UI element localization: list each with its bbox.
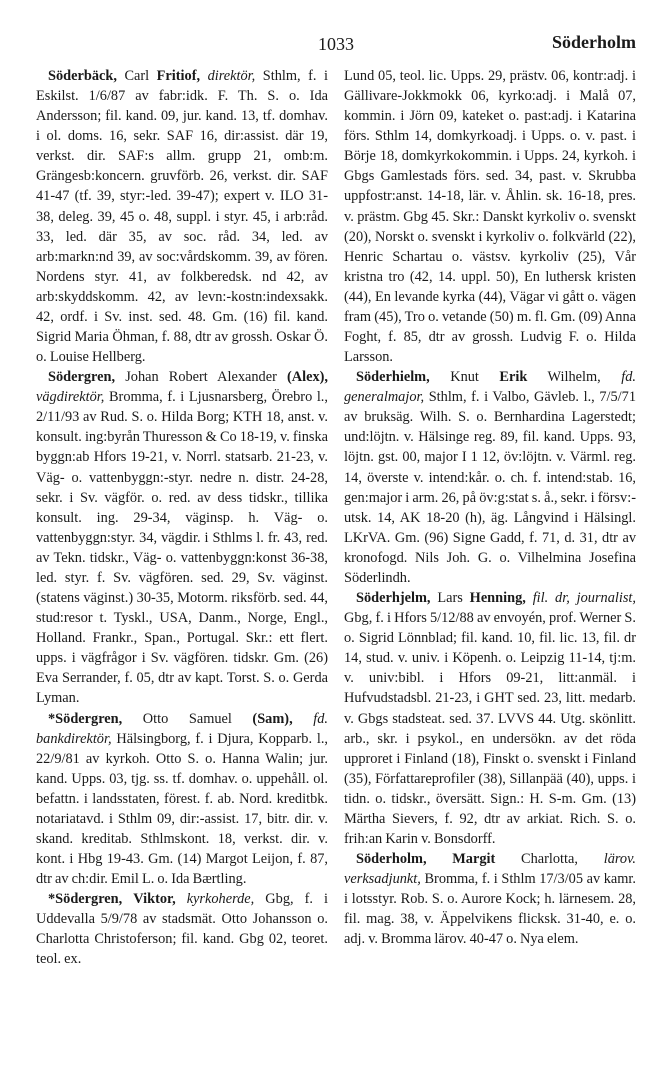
entry-given-names: Carl <box>124 68 150 84</box>
entry-title: direktör, <box>207 68 256 84</box>
entry-surname: Söderhjelm, <box>356 590 431 607</box>
entry-title: kyrkoherde, <box>186 891 255 908</box>
entry-sodergren-sam <box>36 709 328 890</box>
entry-soderback <box>36 66 328 367</box>
entry-title: fd. bankdirektör, <box>36 710 328 747</box>
entry-surname: Söderbäck, <box>48 68 117 84</box>
entry-callname: Erik <box>499 369 528 386</box>
entry-text: Gbg, f. i Hfors 5/12/88 av envoyén, prof. Werner S. o. Sigrid Lönnblad; fil. kand. 10, fil. lic. 13, fil. dr 14, stud. v. univ. i Köpenh. o. Leipzig 11-14, tj:m. v. univ:bibl. i Hfors 09-21, litt:anmäl. i Hufvudstadsbl. 21-23, i GHT sed. 23, litt. medarb. v. Gbgs stadsteat. sed. 37. LVVS 44. Utg. skönlitt. arb., skr. i psykol., en undersökn. av det röda upproret i Finland (18), Finskt o. svenskt i Finland (35), Författareprofiler (38), Sillanpää (40), upps. i tidn. o. tidskr., översätt. Sign.: H. S-m. Gm. (13) Märtha Sievers, f. 92, dtr av arkiat. Rich. S. o. frih:an Karin v. Bonsdorff. <box>344 610 636 847</box>
entry-surname: *Södergren, <box>48 891 123 908</box>
entry-surname: Söderhielm, <box>356 369 430 386</box>
entry-soderholm-margit <box>344 849 636 949</box>
entry-soderhielm <box>344 367 636 588</box>
entry-text: Gbg, f. i Uddevalla 5/9/78 av stadsmät. Otto Johansson o. Charlotta Christoferson; fil. kand. Gbg 02, teoret. teol. ex. <box>36 891 328 968</box>
entry-title: fd. generalmajor, <box>344 369 636 406</box>
left-column <box>36 66 328 970</box>
entry-given-names: Knut <box>450 369 479 386</box>
entry-title: fil. dr, journalist, <box>532 590 636 607</box>
entry-text: Hälsingborg, f. i Djura, Kopparb. l., 22/9/81 av kyrkoh. Otto S. o. Hanna Walin; jur. kand. Upps. 03, tjg. ss. tf. domhav. o. uppehåll. ol. befattn. i landsstaten, förest. f. ab. Nord. kreditbk. notariatavd. i Sthlm 09, dir:-assist. 17, bitr. dir. v. skand. kreditab. Sthlmskont. 18, verkst. dir. v. kont. i Hbg 19-43. Gm. (14) Margot Leijon, f. 87, dtr av ch:dir. Emil L. o. Ida Bærtling. <box>36 730 328 888</box>
entry-given-names: Otto Samuel <box>142 710 232 727</box>
page-header <box>36 30 636 60</box>
entry-callname: Viktor, <box>133 891 176 908</box>
right-column <box>344 66 636 949</box>
entry-soderhjelm <box>344 588 636 849</box>
entry-given-names-2: Charlotta, <box>521 851 578 868</box>
entry-continuation-text: Lund 05, teol. lic. Upps. 29, prästv. 06, kontr:adj. i Gällivare-Jokkmokk 06, kyrko:adj. i Malå 07, kommin. i Jörn 09, kateket o. past:adj. i Katarina förs. Sthlm 14, domkyrkoadj. i Upps. o. v. past. i Börje 18, domkyrkokommin. i Upps. 24, kyrkoh. i Gbgs Gamlestads förs. sed. 34, past. v. Skrubba uppfostr:anst. 14-18, lär. v. Åhlin. sk. 16-18, pres. v. prästm. Gbg 45. Skr.: Danskt kyrkoliv o. svenskt (20), Norskt o. svenskt i kyrkoliv o. folkvärld (22), Henric Schartau o. västsv. kyrkoliv (25), Vår kristna tro (42, 14. uppl. 50), En luthersk kristen (44), En levande kyrka (44), Vägar vi gått o. vägen fram (45), Tro o. vetande (50) m. fl. Gm. (09) Anna Foght, f. 85, dtr av grossh. Ludvig F. o. Hilda Larsson. <box>344 68 636 366</box>
entry-given-names: Lars <box>437 590 463 607</box>
page-number: 1033 <box>318 34 354 54</box>
entry-given-names: Johan Robert Alexander <box>125 369 277 386</box>
entry-callname: Fritiof, <box>156 68 201 84</box>
entry-continuation <box>344 66 636 367</box>
entry-title: vägdirektör, <box>36 389 105 406</box>
entry-text: Bromma, f. i Sthlm 17/3/05 av kamr. i lotsstyr. Rob. S. o. Aurore Kock; h. lärnesem. 28, fil. mag. 38, v. Äppelvikens flicksk. 31-40, e. o. adj. v. Bromma lärov. 40-47 o. Nya elem. <box>344 871 636 948</box>
entry-callname: (Sam), <box>252 710 293 727</box>
entry-callname: (Alex), <box>286 369 328 386</box>
entry-surname: *Södergren, <box>48 710 123 727</box>
entry-callname: Margit <box>452 851 496 868</box>
running-head: Söderholm <box>551 32 636 52</box>
entry-given-names-2: Wilhelm, <box>547 369 601 386</box>
entry-text: Bromma, f. i Ljusnarsberg, Örebro l., 2/11/93 av Rud. S. o. Hilda Borg; KTH 18, anst. v. konsult. ing:byrån Thuresson & Co 18-19, v. finska byggn:ab Hfors 19-21, v. Norrl. statsarb. 21-23, v. Väg- o. vattenbyggn:-styr. nedre n. distr. 24-28, sekr. i Sv. vägför. o. red. av dess tidskr., tillika konsult. ing. 29-34, väginsp. h. Väg- o. vattenbyggn:styr. 34, vägdir. i Sthlms l. fr. 43, red. av Tekn. tidskr., Väg- o. vattenbyggn:konst 36-38, led. styr. f. Sv. vägfören. sed. 29, Sv. väginst. (statens väginst.) 30-35, Motorm. riksförb. sed. 44, stud:resor t. Tyskl., USA, Danm., Norge, Engl., Holland. Frankr., Span., Portugal. Skr.: ett flert. upps. i vägfrågor i Sv. vägfören. tidskr. Gm. (26) Eva Serrander, f. 05, dtr av kapt. Torst. S. o. Gerda Lyman. <box>36 389 328 707</box>
entry-surname: Södergren, <box>48 369 116 386</box>
entry-title: lärov. verksadjunkt, <box>344 851 636 888</box>
entry-sodergren-alex <box>36 367 328 708</box>
entry-text: Sthlm, f. i Valbo, Gävleb. l., 7/5/71 av bruksäg. Wilh. S. o. Bernhardina Lagerstedt; und:löjtn. v. Hälsinge reg. 89, fil. kand. Upps. 93, löjtn. gst. 00, major I 1 12, öv:löjtn. v. Värml. reg. 14, överste v. intend:kår. o. ch. f. intend:stab. 16, gen:major i arm. 26, på öv:g:stat s. å., sekr. i försv:-utsk. 14, AK 18-20 (h), äg. Långvind i Hälsingl. LKrVA. Gm. (96) Signe Gadd, f. 71, d. 31, dtr av kronofogd. Nils Joh. G. o. Vilhelmina Josefina Söderlindh. <box>344 389 636 586</box>
entry-text: Sthlm, f. i Eskilst. 1/6/87 av fabr:idk. F. Th. S. o. Ida Andersson; fil. kand. 09, jur. kand. 13, tf. domhav. i ol. doms. 16, sekr. SAF 16, dir:assist. där 19, verkst. dir. SAF:s allm. grupp 21, omb:m. Grängesb:koncern. gruvförb. 26, verkst. dir. SAF 41-47 (tf. 39, styr:-led. 39-47); expert v. ILO 31-38, deleg. 39, 45 o. 48, suppl. i styr. 45, i arb:råd. 33, led. där 35, av soc. råd. 34, led. av arb:markn:nd 39, av soc:vårdskomm. 39, av fören. Nordens styr. 41, av folkberedsk. nd 42, av arb:skyddskomm. 42, av levn:-kostn:indexsakk. 42, ordf. i Sv. inst. sed. 48. Gm. (16) fil. kand. Sigrid Maria Öhman, f. 88, dtr av grossh. Oskar Ö. o. Louise Hellberg. <box>36 68 328 366</box>
entry-surname: Söderholm, <box>356 851 427 868</box>
entry-callname: Henning, <box>469 590 526 607</box>
entry-sodergren-viktor <box>36 889 328 969</box>
